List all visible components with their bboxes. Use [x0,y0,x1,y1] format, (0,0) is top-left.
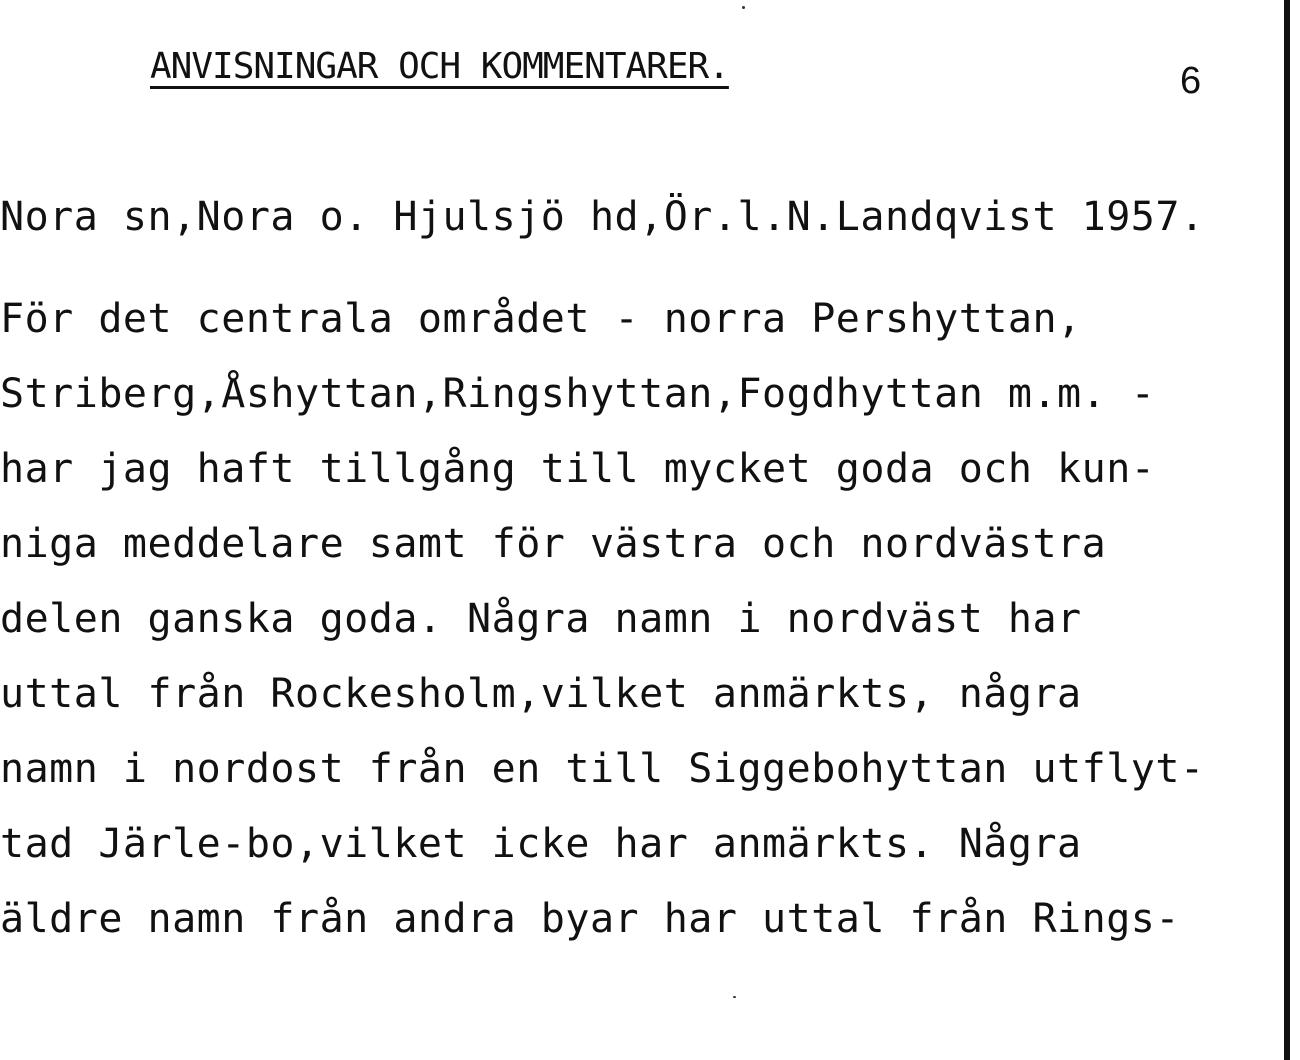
right-margin-rule [1284,0,1290,1060]
text-line: namn i nordost från en till Siggebohyttan utflyt- [0,746,1205,792]
scan-speck [733,996,736,998]
text-line: uttal från Rockesholm,vilket anmärkts, några [0,671,1082,717]
text-line: Striberg,Åshyttan,Ringshyttan,Fogdhyttan m.m. - [0,371,1156,417]
text-line: delen ganska goda. Några namn i nordväst har [0,596,1082,642]
text-line: äldre namn från andra byar har uttal från Rings- [0,896,1180,942]
text-line: har jag haft tillgång till mycket goda och kun- [0,446,1156,492]
page-heading [150,46,729,87]
body-text [0,180,1280,957]
scan-speck [742,6,745,9]
text-line: niga meddelare samt för västra och nordvästra [0,521,1107,567]
text-line: tad Järle-bo,vilket icke har anmärkts. Några [0,821,1082,867]
page-number: 6 [1180,60,1202,102]
source-line: Nora sn,Nora o. Hjulsjö hd,Ör.l.N.Landqvist 1957. [0,194,1205,240]
text-line: För det centrala området - norra Pershyttan, [0,296,1082,342]
heading-text: ANVISNINGAR OCH KOMMENTARER. [150,46,729,87]
